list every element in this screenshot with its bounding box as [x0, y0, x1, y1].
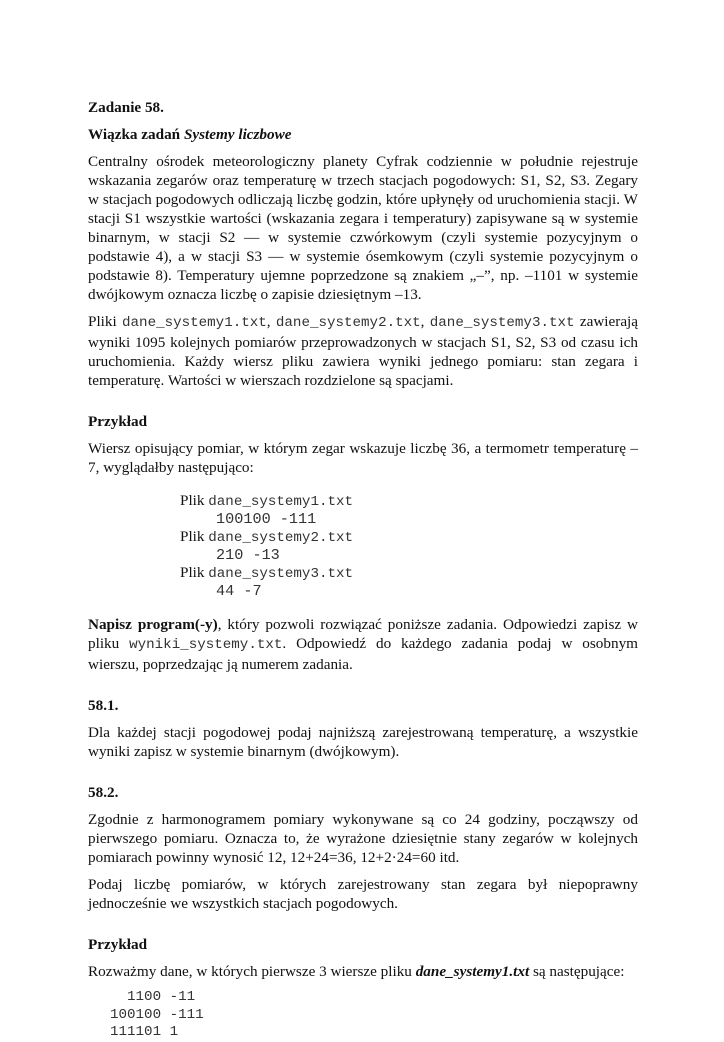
example-file-row: [180, 564, 638, 583]
example-2-lines: [110, 989, 638, 1042]
subtitle-topic: Systemy liczbowe: [183, 126, 292, 143]
task-58-2-text-1: Zgodnie z harmonogramem pomiary wykonywane są co 24 godziny, począwszy od pierwszego pomiaru. Oznacza to, że wyrażone dziesiętnie stany zegarów w kolejnych pomiarach powinny wynosić 12, 12+24=36, 12+2·24=60 itd.: [88, 811, 638, 866]
data-line: 111101 1: [110, 1024, 179, 1040]
example-file-name: dane_systemy1.txt: [208, 494, 354, 510]
example-2-rest: są następujące:: [529, 963, 625, 980]
example-file-label: Plik: [180, 564, 209, 581]
data-line: 1100 -11: [110, 989, 196, 1005]
example-file-label: Plik: [180, 528, 209, 545]
example-value: 100100 -111: [216, 510, 317, 528]
example-file-row: [180, 492, 638, 511]
example-2-heading: Przykład: [88, 936, 148, 953]
example-2-lead: Rozważmy dane, w których pierwsze 3 wiersze pliku: [88, 963, 416, 980]
file-name-2: dane_systemy2.txt: [275, 315, 421, 331]
subtitle-prefix: Wiązka zadań: [88, 126, 184, 143]
example-2-text: [88, 962, 638, 981]
file-name-3: dane_systemy3.txt: [429, 315, 575, 331]
example-file-name: dane_systemy3.txt: [208, 566, 354, 582]
example-value: 210 -13: [216, 546, 280, 564]
program-bold: Napisz program(-y): [88, 616, 218, 633]
task-58-1-heading: 58.1.: [88, 697, 119, 714]
example-2-file: dane_systemy1.txt: [415, 963, 530, 980]
example-file-label: Plik: [180, 492, 209, 509]
document-page: [88, 98, 638, 1042]
task-title: Zadanie 58.: [88, 99, 164, 116]
program-rest: . Odpowiedź do każdego zadania podaj w osobnym wierszu, poprzedzając ją numerem zadania.: [88, 635, 638, 673]
files-paragraph: [88, 312, 638, 390]
program-paragraph: [88, 615, 638, 674]
files-sep-2: ,: [420, 313, 430, 330]
example-files-block: [180, 492, 638, 600]
example-file-row: [180, 528, 638, 547]
example-file-name: dane_systemy2.txt: [208, 530, 354, 546]
intro-paragraph: Centralny ośrodek meteorologiczny planety Cyfrak codziennie w południe rejestruje wskazania zegarów oraz temperaturę w trzech stacjach pogodowych: S1, S2, S3. Zegary w stacjach pogodowych odliczają liczbę godzin, które upłynęły od uruchomienia stacji. W stacji S1 wszystkie wartości (wskazania zegara i temperatury) zapisywane są w systemie binarnym, w stacji S2 — w systemie czwórkowym (czyli systemie pozycyjnym o podstawie 4), a w stacji S3 — w systemie ósemkowym (czyli systemie pozycyjnym o podstawie 8). Temperatury ujemne poprzedzone są znakiem „–”, np. –1101 w systemie dwójkowym oznacza liczbę o zapisie dziesiętnym –13.: [88, 153, 638, 303]
example-text: Wiersz opisujący pomiar, w którym zegar wskazuje liczbę 36, a termometr temperaturę –7, wyglądałby następująco:: [88, 440, 638, 476]
data-line: 100100 -111: [110, 1006, 204, 1023]
task-58-2-heading: 58.2.: [88, 784, 119, 801]
example-heading: Przykład: [88, 413, 148, 430]
files-lead: Pliki: [88, 313, 123, 330]
files-sep-1: ,: [266, 313, 276, 330]
files-rest: zawierają wyniki 1095 kolejnych pomiarów przeprowadzonych w stacjach S1, S2, S3 od czasu ich uruchomienia. Każdy wiersz pliku zawiera wyniki jednego pomiaru: stan zegara i temperaturę. Wartości w wierszach rozdzielone są spacjami.: [88, 313, 639, 389]
task-subtitle: [88, 125, 638, 144]
file-name-1: dane_systemy1.txt: [122, 315, 267, 331]
example-value: 44 -7: [216, 582, 262, 600]
task-58-1-text: Dla każdej stacji pogodowej podaj najniższą zarejestrowaną temperaturę, a wszystkie wyniki zapisz w systemie binarnym (dwójkowym).: [88, 724, 638, 760]
task-58-2-text-2: Podaj liczbę pomiarów, w których zarejestrowany stan zegara był niepoprawny jednocześnie we wszystkich stacjach pogodowych.: [88, 876, 638, 912]
results-file-name: wyniki_systemy.txt: [129, 637, 283, 653]
program-mid: , który pozwoli rozwiązać poniższe zadania. Odpowiedzi zapisz w pliku: [88, 616, 639, 652]
